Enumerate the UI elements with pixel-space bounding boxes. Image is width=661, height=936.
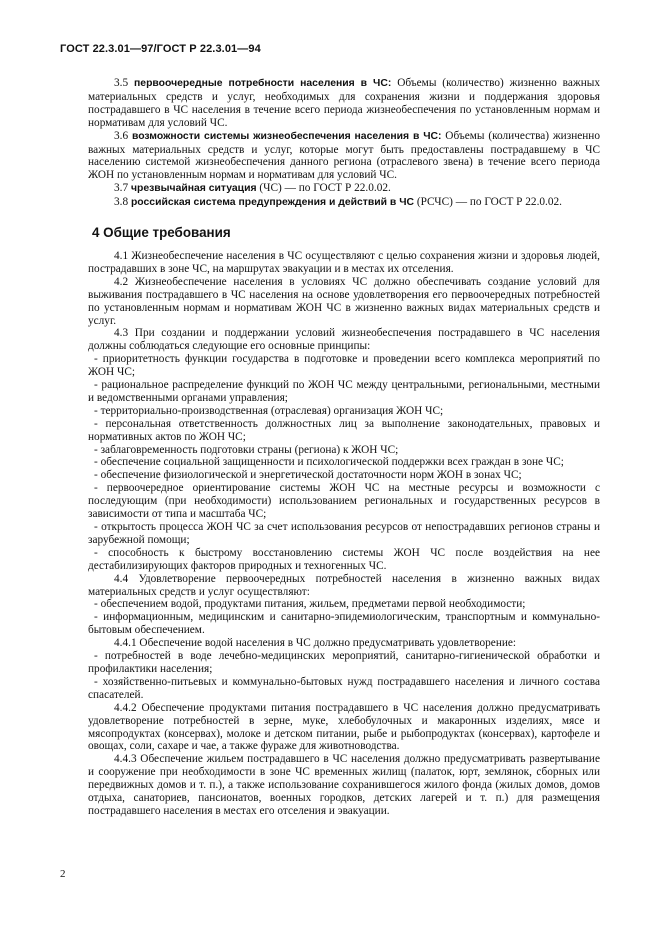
definition-3-6 [88, 130, 600, 183]
principle-item: - приоритетность функции государства в подготовке и проведении всего комплекса мероприятий по ЖОН ЧС; [88, 353, 600, 379]
def-text: Объемы (количества) жизненно важных материальных средств и услуг, которые могут быть предоставлены пострадавшему в ЧС населению системой жизнеобеспечения данного региона (отраслевого звена) в течение всего периода ЖОН по установленным нормам и нормативам для условий ЧС. [88, 129, 600, 182]
section-title: 4 Общие требования [92, 225, 231, 241]
list-item: - обеспечением водой, продуктами питания, жильем, предметами первой необходимости; [94, 598, 526, 611]
paragraph-4-4: 4.4 Удовлетворение первоочередных потребностей населения в жизненно важных видах материальных средств и услуг осуществляют: [88, 572, 600, 598]
paragraph-4-3: 4.3 При создании и поддержании условий жизнеобеспечения пострадавшего в ЧС населения должны соблюдаться следующие его основные принципы: [88, 327, 600, 353]
principle-item: - персональная ответственность должностных лиц за выполнение законодательных, правовых и нормативных актов по ЖОН ЧС; [88, 417, 600, 443]
definition-3-7 [88, 182, 600, 196]
page-number: 2 [60, 868, 66, 880]
definition-3-8 [88, 196, 600, 210]
principle-item: - способность к быстрому восстановлению системы ЖОН ЧС после воздействия на нее дестабилизирующих факторов природных и техногенных ЧС. [88, 546, 600, 572]
def-text: (РСЧС) — по ГОСТ Р 22.0.02. [416, 196, 562, 209]
principle-item: - заблаговременность подготовки страны (региона) к ЖОН ЧС; [94, 443, 399, 456]
principle-item: - рациональное распределение функций по ЖОН ЧС между центральными, региональными, местными и ведомственными органами управления; [88, 379, 600, 404]
def-num: 3.6 [114, 129, 129, 142]
def-term: российская система предупреждения и действий в ЧС [130, 197, 414, 209]
paragraph-4-4-1: 4.4.1 Обеспечение водой населения в ЧС должно предусматривать удовлетворение: [114, 637, 517, 650]
def-num: 3.8 [114, 196, 129, 209]
def-term: чрезвычайная ситуация [130, 183, 257, 195]
principle-item: - территориально-производственная (отраслевая) организация ЖОН ЧС; [94, 404, 444, 417]
def-term: возможности системы жизнеобеспечения населения в ЧС: [131, 130, 442, 142]
paragraph-4-1: 4.1 Жизнеобеспечение населения в ЧС осуществляют с целью сохранения жизни и здоровья людей, пострадавших в зоне ЧС, на маршрутах эвакуации и в местах их отселения. [88, 249, 600, 275]
principle-item: - обеспечение физиологической и энергетической достаточности норм ЖОН в зонах ЧС; [94, 469, 522, 482]
paragraph-4-4-3: 4.4.3 Обеспечение жильем пострадавшего в ЧС населения должно предусматривать развертывание и сооружение при необходимости в зоне ЧС временных жилищ (палаток, юрт, землянок, сборных или передвижных домов и т. п.), а также использование сохранившегося жилого фонда (жилых домов, домов отдыха, санаториев, пансионатов, военных городков, детских лагерей и т. п.) для размещения пострадавшего населения в местах его отселения и эвакуации. [88, 753, 600, 817]
principle-item: - первоочередное ориентирование системы ЖОН ЧС на местные ресурсы и возможности с последующим (при необходимости) использованием региональных и государственных ресурсов в зависимости от типа и масштаба ЧС; [88, 482, 600, 521]
paragraph-4-2: 4.2 Жизнеобеспечение населения в условиях ЧС должно обеспечивать создание условий для выживания пострадавшего в ЧС населения на основе удовлетворения его первоочередных потребностей по установленным нормам и нормативам ЖОН ЧС в жизненно важных видах материальных средств и услуг. [88, 275, 600, 327]
def-term: первоочередные потребности населения в ЧС: [134, 78, 392, 89]
paragraph-4-4-2: 4.4.2 Обеспечение продуктами питания пострадавшего в ЧС населения должно предусматривать удовлетворение потребностей в зерне, муке, хлебобулочных и макаронных изделиях, мясе и мясопродуктах (консервах), молоке и детском питании, рыбе и рыбопродуктах (консервах), картофеле и овощах, соли, сахаре и чае, а также фураже для животноводства. [88, 701, 600, 753]
list-item: - информационным, медицинским и санитарно-эпидемиологическим, транспортным и коммунально-бытовым обеспечением. [88, 611, 600, 637]
principle-item: - открытость процесса ЖОН ЧС за счет использования ресурсов от непострадавших регионов страны и зарубежной помощи; [88, 521, 600, 546]
definition-3-5 [88, 77, 600, 130]
principle-item: - обеспечение социальной защищенности и психологической поддержки всех граждан в зоне ЧС; [94, 456, 564, 469]
def-num: 3.7 [114, 182, 129, 195]
list-item: - хозяйственно-питьевых и коммунально-бытовых нужд пострадавшего населения и личного состава спасателей. [88, 675, 600, 701]
def-text: Объемы (количество) жизненно важных материальных средств и услуг, необходимых для сохранения жизни и поддержания здоровья пострадавшего в ЧС населения в течение всего периода жизнеобеспечения по установленным нормам и нормативам для условий ЧС. [88, 77, 600, 129]
def-text: (ЧС) — по ГОСТ Р 22.0.02. [259, 182, 391, 195]
page-content [88, 77, 600, 818]
page-header: ГОСТ 22.3.01—97/ГОСТ Р 22.3.01—94 [60, 43, 261, 55]
list-item: - потребностей в воде лечебно-медицинских мероприятий, санитарно-гигиенической обработки и профилактики населения; [88, 650, 600, 675]
def-num: 3.5 [114, 77, 129, 89]
